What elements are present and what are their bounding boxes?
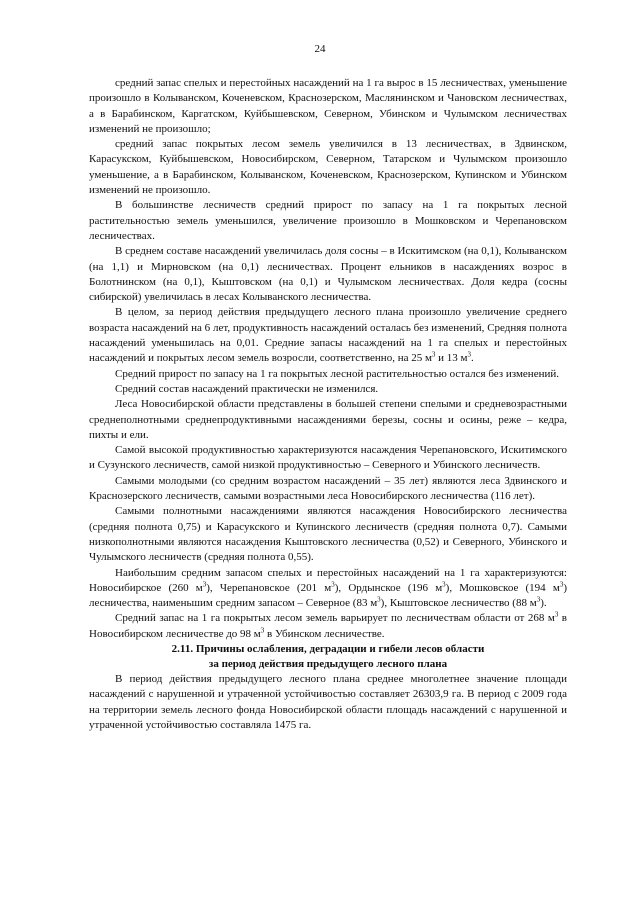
superscript: 3 <box>331 580 335 589</box>
superscript: 3 <box>260 626 265 635</box>
superscript: 3 <box>559 580 564 589</box>
mean-age-text: и 13 м <box>435 352 468 365</box>
page-body <box>89 76 567 733</box>
paragraph-forest-types: Леса Новосибирской области представлены в большей степени спелыми и средневозрастными среднеполнотными среднепродуктивными насаждениями березы, сосны и осины, реже – кедра, пихты и ели. <box>89 398 567 441</box>
paragraph-growth-unchanged: Средний прирост по запасу на 1 га покрытых лесной растительностью остался без изменений. <box>115 367 559 380</box>
paragraph-disturbed-stands: В период действия предыдущего лесного плана среднее многолетнее значение площади насаждений с нарушенной и утраченной устойчивостью составляет 26303,9 га. В период с 2009 года на территории земель лесного фонда Новосибирской области площадь насаждений с нарушенной и утраченной устойчивостью составляла 1475 га. <box>89 672 567 731</box>
superscript: 3 <box>554 610 559 619</box>
superscript: 3 <box>431 350 436 359</box>
largest-stock-text: ) лесничества, наименьшим средним запасом – Северное (83 м <box>89 581 567 610</box>
paragraph-mature-stock-change: средний запас спелых и перестойных насаждений на 1 га вырос в 15 лесничествах, уменьшение произошло в Колыванском, Коченевском, Краснозерском, Маслянинском и Чановском лесничествах, а в Барабинском, Каргатском, Куйбышевском, Северном, Убинском и Чулымском лесничествах изменений не произошло; <box>89 77 567 135</box>
largest-stock-text: Наибольшим средним запасом спелых и перестойных насаждений на 1 га характеризуются: Новосибирское (260 м <box>89 566 567 594</box>
page-number: 24 <box>314 43 326 55</box>
average-stock-text: в Убинском лесничестве. <box>264 627 385 640</box>
largest-stock-text: ), Кыштовское лесничество (88 м <box>380 597 537 610</box>
section-heading-line: за период действия предыдущего лесного плана <box>208 657 448 670</box>
average-stock-text: в Новосибирском лесничестве до 98 м <box>89 612 567 640</box>
largest-stock-text: ), Черепановское (201 м <box>206 581 332 594</box>
paragraph-species-composition: В среднем составе насаждений увеличилась доля сосны – в Искитимском (на 0,1), Колыванском (на 1,1) и Мирновском (на 0,1) лесничествах. Процент ельников в насаждениях возрос в Болотнинском (на 0,1), Кыштовском (на 0,1) и Чулымском лесничествах. Доля кедра (сосны сибирской) увеличилась в лесах Колыванского лесничества. <box>89 245 567 304</box>
superscript: 3 <box>377 595 381 604</box>
paragraph-mean-age <box>89 305 567 366</box>
mean-age-text: . <box>471 352 474 365</box>
paragraph-composition-unchanged: Средний состав насаждений практически не изменился. <box>115 382 379 395</box>
paragraph-density: Самыми полнотными насаждениями являются насаждения Новосибирского лесничества (средняя полнота 0,75) и Карасукского и Купинского лесничеств (средняя полнота 0,7). Самыми низкополнотными являются насаждения Кыштовского лесничества (0,52) и Северного, Убинского и Чулымского лесничеств (средняя полнота 0,55). <box>89 505 567 564</box>
paragraph-youngest-oldest: Самыми молодыми (со средним возрастом насаждений – 35 лет) являются леса Здвинского и Краснозерского лесничеств, самыми возрастными леса Новосибирского лесничества (116 лет). <box>89 474 567 503</box>
paragraph-productivity: Самой высокой продуктивностью характеризуются насаждения Черепановского, Искитимского и Сузунского лесничеств, самой низкой продуктивностью – Северного и Убинского лесничеств. <box>89 444 567 472</box>
section-heading <box>89 642 567 672</box>
superscript: 3 <box>467 350 472 359</box>
largest-stock-text: ). <box>540 597 547 610</box>
largest-stock-text: ), Мошковское (194 м <box>445 581 560 594</box>
section-heading-line: 2.11. Причины ослабления, деградации и гибели лесов области <box>171 642 485 655</box>
paragraph-average-stock-range <box>89 611 567 642</box>
superscript: 3 <box>202 580 207 589</box>
mean-age-text: В целом, за период действия предыдущего лесного плана произошло увеличение среднего возраста насаждений на 6 лет, продуктивность насаждений осталась без изменений, Средняя полнота насаждений уменьшилась на 0,01. Средние запасы насаждений на 1 га спелых и перестойных насаждений и покрытых лесом земель возросли, соответственно, на 25 м <box>89 306 567 365</box>
superscript: 3 <box>536 595 541 604</box>
largest-stock-text: ), Ордынское (196 м <box>334 581 443 594</box>
paragraph-covered-land-stock-change: средний запас покрытых лесом земель увеличился в 13 лесничествах, в Здвинском, Карасукском, Куйбышевском, Новосибирском, Северном, Татарском и Чулымском произошло уменьшение, а в Барабинском, Колыванском, Коченевском, Краснозерском, Купинском и Убинском изменений не произошло. <box>89 138 567 197</box>
paragraph-largest-stock <box>89 566 567 612</box>
paragraph-growth-change: В большинстве лесничеств средний прирост по запасу на 1 га покрытых лесной растительностью земель уменьшился, увеличение произошло в Мошковском и Черепановском лесничествах. <box>89 199 567 242</box>
superscript: 3 <box>442 580 446 589</box>
average-stock-text: Средний запас на 1 га покрытых лесом земель варьирует по лесничествам области от 268 м <box>115 612 555 625</box>
